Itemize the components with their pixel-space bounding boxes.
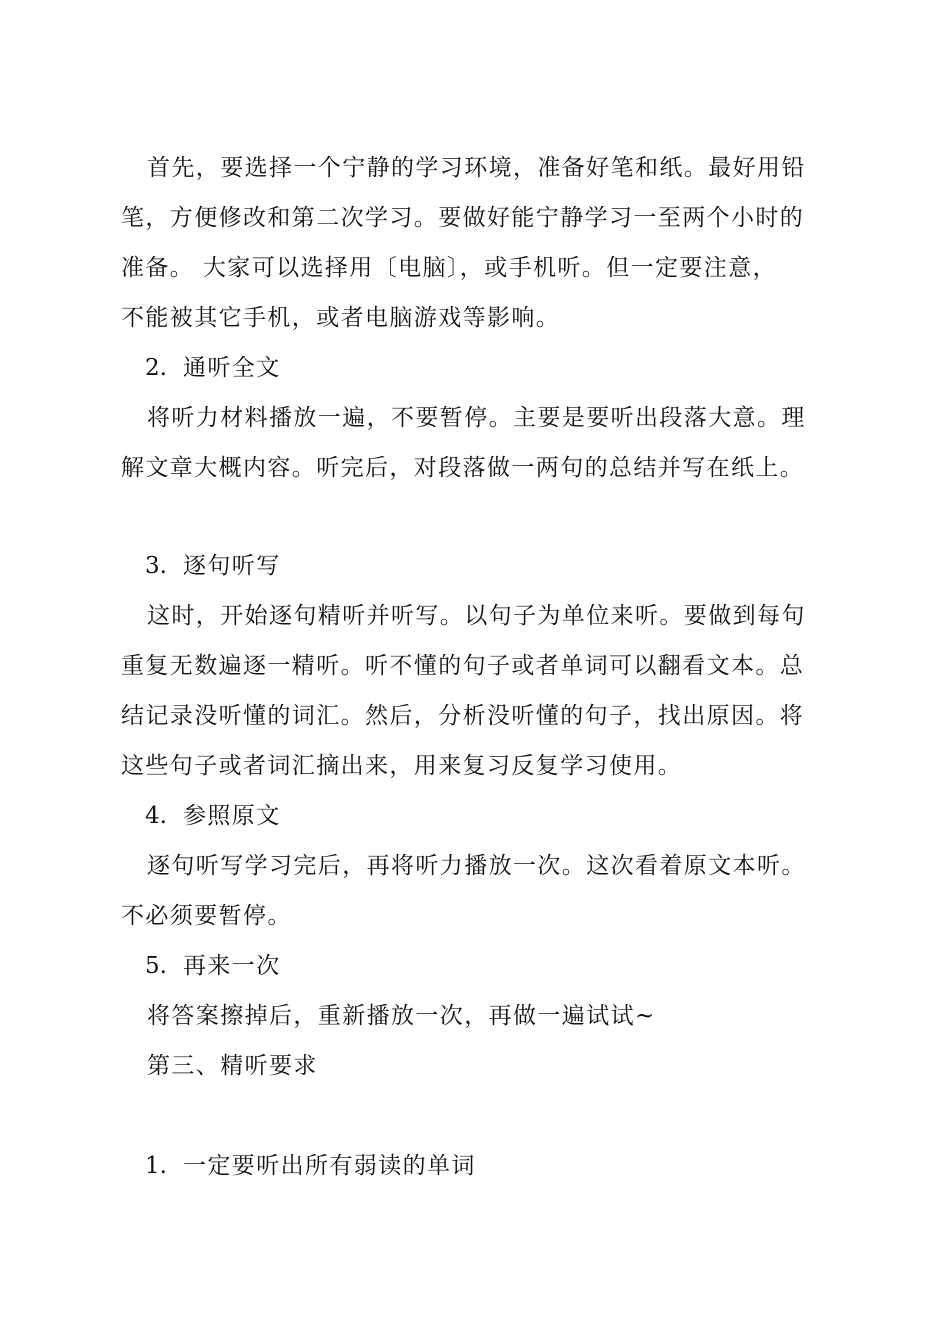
paragraph-line: 不必须要暂停。 [121,903,292,929]
section-heading [0,551,950,581]
section-number: 5. [145,953,167,979]
paragraph-line: 准备。 大家可以选择用〔电脑〕，或手机听。但一定要注意， [121,255,778,281]
paragraph-line: 重复无数遍逐一精听。听不懂的句子或者单词可以翻看文本。总 [121,653,805,679]
paragraph-line: 解文章大概内容。听完后，对段落做一两句的总结并写在纸上。 [121,455,805,481]
paragraph-line: 将答案擦掉后，重新播放一次，再做一遍试试~ [147,1003,656,1029]
section-heading [0,801,950,831]
section-number: 3. [145,553,167,579]
paragraph-line: 结记录没听懂的词汇。然后，分析没听懂的句子，找出原因。将 [121,703,805,729]
section-heading [0,1151,950,1181]
section-number: 2. [145,355,167,381]
paragraph-line: 将听力材料播放一遍，不要暂停。主要是要听出段落大意。理 [147,405,806,431]
paragraph-line: 首先，要选择一个宁静的学习环境，准备好笔和纸。最好用铅 [147,155,806,181]
section-title: 一定要听出所有弱读的单词 [183,1153,476,1179]
section-title: 逐句听写 [183,553,281,579]
paragraph-line: 逐句听写学习完后，再将听力播放一次。这次看着原文本听。 [147,853,806,879]
section-title: 通听全文 [183,355,281,381]
paragraph-line: 这些句子或者词汇摘出来，用来复习反复学习使用。 [121,753,683,779]
section-heading [0,353,950,383]
section-title: 参照原文 [183,803,281,829]
chapter-heading: 第三、精听要求 [147,1053,318,1079]
section-number: 1. [145,1153,167,1179]
paragraph-line: 不能被其它手机，或者电脑游戏等影响。 [121,305,561,331]
section-heading [0,951,950,981]
paragraph-line: 笔，方便修改和第二次学习。要做好能宁静学习一至两个小时的 [121,205,805,231]
paragraph-line: 这时，开始逐句精听并听写。以句子为单位来听。要做到每句 [147,603,806,629]
section-number: 4. [145,803,167,829]
section-title: 再来一次 [183,953,281,979]
